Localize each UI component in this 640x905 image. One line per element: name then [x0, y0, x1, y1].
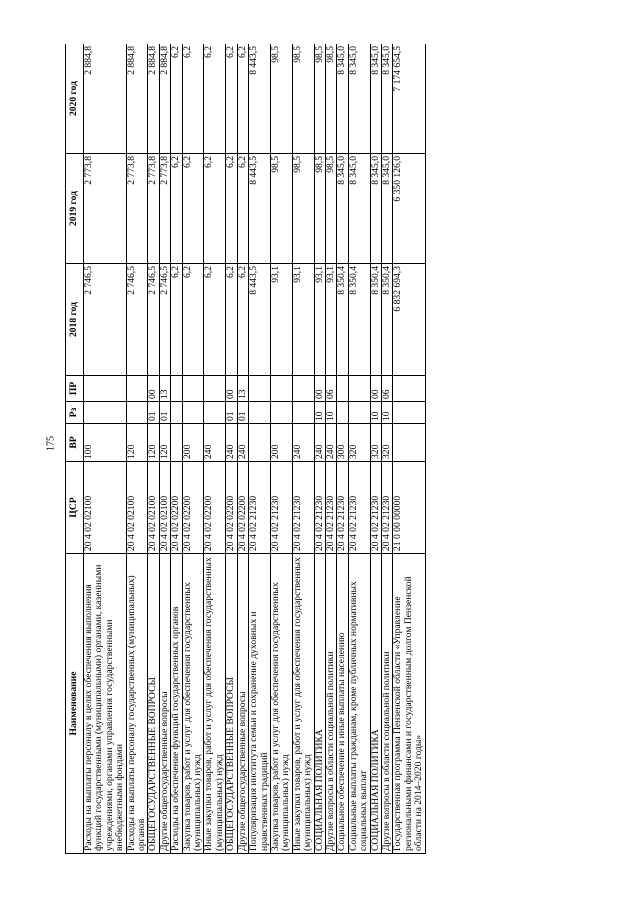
- cell-name: ОБЩЕГОСУДАРСТВЕННЫЕ ВОПРОСЫ: [148, 554, 159, 854]
- cell-y2019: 98,5: [292, 154, 314, 264]
- cell-vr: 200: [270, 424, 292, 462]
- table-row: [337, 44, 348, 854]
- cell-csr: 20 4 02 21230: [249, 462, 271, 554]
- cell-csr: 20 4 02 02100: [159, 462, 170, 554]
- cell-vr: [171, 424, 182, 462]
- cell-pr: 00: [314, 376, 325, 402]
- cell-rz: [292, 402, 314, 424]
- cell-vr: 240: [237, 424, 248, 462]
- cell-pr: 00: [148, 376, 159, 402]
- cell-name: Социальное обеспечение и иные выплаты населению: [337, 554, 348, 854]
- cell-y2018: 2 746,5: [148, 264, 159, 376]
- cell-y2018: 2 746,5: [159, 264, 170, 376]
- cell-rz: [348, 402, 370, 424]
- cell-csr: 20 4 02 21230: [270, 462, 292, 554]
- table-row: [148, 44, 159, 854]
- cell-y2019: 6,2: [237, 154, 248, 264]
- cell-rz: [270, 402, 292, 424]
- cell-pr: [393, 376, 425, 402]
- cell-y2019: 2 773,8: [159, 154, 170, 264]
- cell-rz: [204, 402, 226, 424]
- cell-rz: 01: [237, 402, 248, 424]
- table-row: [370, 44, 381, 854]
- cell-y2019: 98,5: [325, 154, 336, 264]
- cell-csr: 20 4 02 21230: [370, 462, 381, 554]
- cell-name: ОБЩЕГОСУДАРСТВЕННЫЕ ВОПРОСЫ: [226, 554, 237, 854]
- cell-vr: 240: [226, 424, 237, 462]
- cell-name: Расходы на выплаты персоналу государственных (муниципальных) органов: [126, 554, 148, 854]
- cell-y2019: 2 773,8: [148, 154, 159, 264]
- cell-y2020: 6,2: [182, 44, 204, 154]
- cell-y2020: 2 884,8: [148, 44, 159, 154]
- table-row: [171, 44, 182, 854]
- cell-pr: 06: [325, 376, 336, 402]
- cell-y2020: 98,5: [325, 44, 336, 154]
- cell-name: СОЦИАЛЬНАЯ ПОЛИТИКА: [370, 554, 381, 854]
- header-y2018: 2018 год: [66, 264, 84, 376]
- cell-y2019: 98,5: [314, 154, 325, 264]
- cell-y2019: 8 345,0: [348, 154, 370, 264]
- cell-vr: 240: [204, 424, 226, 462]
- cell-y2020: 98,5: [270, 44, 292, 154]
- cell-y2018: 6 832 694,3: [393, 264, 425, 376]
- cell-vr: [393, 424, 425, 462]
- cell-name: Популяризация института семьи и сохранение духовных и нравственных традиций: [249, 554, 271, 854]
- cell-pr: [249, 376, 271, 402]
- cell-y2018: 8 350,4: [370, 264, 381, 376]
- cell-y2019: 8 345,0: [381, 154, 392, 264]
- cell-vr: 120: [148, 424, 159, 462]
- table-row: [325, 44, 336, 854]
- cell-y2019: 6,2: [182, 154, 204, 264]
- cell-y2020: 6,2: [171, 44, 182, 154]
- cell-y2019: 6,2: [204, 154, 226, 264]
- cell-y2018: 93,1: [292, 264, 314, 376]
- cell-y2019: 98,5: [270, 154, 292, 264]
- cell-name: Другие вопросы в области социальной политики: [381, 554, 392, 854]
- table-body: [84, 44, 426, 854]
- rotated-table-container: [65, 44, 575, 854]
- cell-y2019: 6,2: [171, 154, 182, 264]
- header-y2020: 2020 год: [66, 44, 84, 154]
- cell-csr: 20 4 02 02100: [148, 462, 159, 554]
- cell-vr: 240: [314, 424, 325, 462]
- cell-y2019: 6,2: [226, 154, 237, 264]
- cell-y2020: 8 345,0: [348, 44, 370, 154]
- table-row: [270, 44, 292, 854]
- cell-csr: 20 4 02 02200: [182, 462, 204, 554]
- cell-pr: [204, 376, 226, 402]
- cell-rz: 10: [325, 402, 336, 424]
- cell-y2020: 98,5: [314, 44, 325, 154]
- cell-name: Социальные выплаты гражданам, кроме публичных нормативных социальных выплат: [348, 554, 370, 854]
- table-row: [226, 44, 237, 854]
- cell-rz: [171, 402, 182, 424]
- cell-name: Расходы на выплаты персоналу в целях обеспечения выполнения функций государственными (муниципальными) органами, казенными учреждениями, органами управления государственными внебюджетными фондами: [84, 554, 127, 854]
- cell-vr: 120: [159, 424, 170, 462]
- cell-y2020: 8 345,0: [370, 44, 381, 154]
- cell-y2020: 98,5: [292, 44, 314, 154]
- cell-vr: 240: [325, 424, 336, 462]
- cell-vr: 100: [84, 424, 127, 462]
- cell-pr: [171, 376, 182, 402]
- cell-y2020: 8 345,0: [337, 44, 348, 154]
- header-rz: Рз: [66, 402, 84, 424]
- cell-y2020: 2 884,8: [126, 44, 148, 154]
- cell-pr: [84, 376, 127, 402]
- cell-y2018: 8 443,5: [249, 264, 271, 376]
- cell-csr: 20 4 02 21230: [314, 462, 325, 554]
- cell-pr: [126, 376, 148, 402]
- table-row: [249, 44, 271, 854]
- cell-rz: 01: [159, 402, 170, 424]
- cell-vr: 300: [337, 424, 348, 462]
- cell-y2018: 93,1: [325, 264, 336, 376]
- cell-csr: 20 4 02 21230: [348, 462, 370, 554]
- table-row: [237, 44, 248, 854]
- cell-y2018: 8 350,4: [381, 264, 392, 376]
- cell-rz: 10: [314, 402, 325, 424]
- cell-rz: [84, 402, 127, 424]
- table-row: [204, 44, 226, 854]
- page-number: 175: [45, 436, 57, 451]
- cell-csr: 20 4 02 02200: [171, 462, 182, 554]
- header-pr: ПР: [66, 376, 84, 402]
- cell-name: Другие общегосударственные вопросы: [159, 554, 170, 854]
- cell-y2020: 7 174 654,5: [393, 44, 425, 154]
- cell-y2018: 6,2: [182, 264, 204, 376]
- cell-rz: 01: [226, 402, 237, 424]
- cell-csr: 20 4 02 21230: [381, 462, 392, 554]
- cell-y2020: 6,2: [226, 44, 237, 154]
- cell-y2020: 6,2: [204, 44, 226, 154]
- cell-name: СОЦИАЛЬНАЯ ПОЛИТИКА: [314, 554, 325, 854]
- cell-vr: 120: [126, 424, 148, 462]
- cell-rz: [393, 402, 425, 424]
- cell-pr: [292, 376, 314, 402]
- cell-y2018: 2 746,5: [126, 264, 148, 376]
- header-y2019: 2019 год: [66, 154, 84, 264]
- cell-csr: 20 4 02 02200: [226, 462, 237, 554]
- table-viewport: [65, 44, 575, 854]
- cell-rz: 10: [381, 402, 392, 424]
- cell-name: Другие общегосударственные вопросы: [237, 554, 248, 854]
- cell-y2020: 2 884,8: [84, 44, 127, 154]
- cell-y2020: 8 443,5: [249, 44, 271, 154]
- table-row: [381, 44, 392, 854]
- cell-csr: 20 4 02 02100: [84, 462, 127, 554]
- cell-pr: 00: [226, 376, 237, 402]
- cell-pr: 00: [370, 376, 381, 402]
- cell-y2018: 6,2: [237, 264, 248, 376]
- cell-pr: [270, 376, 292, 402]
- cell-vr: 240: [292, 424, 314, 462]
- cell-vr: 200: [182, 424, 204, 462]
- cell-csr: 20 4 02 21230: [325, 462, 336, 554]
- table-row: [292, 44, 314, 854]
- cell-rz: [126, 402, 148, 424]
- cell-rz: 01: [148, 402, 159, 424]
- cell-pr: 06: [381, 376, 392, 402]
- cell-y2019: 2 773,8: [84, 154, 127, 264]
- cell-csr: 20 4 02 02100: [126, 462, 148, 554]
- cell-name: Другие вопросы в области социальной политики: [325, 554, 336, 854]
- cell-y2019: 8 443,5: [249, 154, 271, 264]
- cell-pr: 13: [159, 376, 170, 402]
- cell-y2019: 6 350 126,0: [393, 154, 425, 264]
- table-row: [314, 44, 325, 854]
- cell-vr: 320: [381, 424, 392, 462]
- cell-name: Иные закупки товаров, работ и услуг для обеспечения государственных (муниципальных) нужд: [292, 554, 314, 854]
- cell-rz: 10: [370, 402, 381, 424]
- cell-pr: [337, 376, 348, 402]
- cell-y2019: 8 345,0: [337, 154, 348, 264]
- cell-rz: [182, 402, 204, 424]
- cell-rz: [337, 402, 348, 424]
- cell-pr: [182, 376, 204, 402]
- cell-y2018: 93,1: [314, 264, 325, 376]
- table-row: [393, 44, 425, 854]
- cell-y2018: 8 350,4: [348, 264, 370, 376]
- cell-y2018: 8 350,4: [337, 264, 348, 376]
- cell-csr: 20 4 02 21230: [292, 462, 314, 554]
- cell-name: Расходы на обеспечение функций государственных органов: [171, 554, 182, 854]
- cell-name: Закупка товаров, работ и услуг для обеспечения государственных (муниципальных) нужд: [270, 554, 292, 854]
- cell-y2020: 6,2: [237, 44, 248, 154]
- cell-y2018: 6,2: [171, 264, 182, 376]
- cell-y2018: 2 746,5: [84, 264, 127, 376]
- table-row: [126, 44, 148, 854]
- header-csr: ЦСР: [66, 462, 84, 554]
- header-name: Наименование: [66, 554, 84, 854]
- table-row: [182, 44, 204, 854]
- cell-y2018: 93,1: [270, 264, 292, 376]
- cell-y2018: 6,2: [204, 264, 226, 376]
- table-row: [348, 44, 370, 854]
- cell-csr: 20 4 02 02200: [237, 462, 248, 554]
- cell-vr: 320: [370, 424, 381, 462]
- cell-name: Иные закупки товаров, работ и услуг для обеспечения государственных (муниципальных) нужд: [204, 554, 226, 854]
- cell-y2020: 2 884,8: [159, 44, 170, 154]
- cell-csr: 21 0 00 00000: [393, 462, 425, 554]
- cell-pr: [348, 376, 370, 402]
- cell-y2019: 8 345,0: [370, 154, 381, 264]
- table-row: [159, 44, 170, 854]
- cell-csr: 20 4 02 21230: [337, 462, 348, 554]
- header-vr: ВР: [66, 424, 84, 462]
- cell-csr: 20 4 02 02200: [204, 462, 226, 554]
- cell-vr: [249, 424, 271, 462]
- cell-name: Государственная программа Пензенской области «Управление региональными финансами и государственным долгом Пензенской области на 2014–2020 годы»: [393, 554, 425, 854]
- cell-y2018: 6,2: [226, 264, 237, 376]
- cell-rz: [249, 402, 271, 424]
- cell-pr: 13: [237, 376, 248, 402]
- table-row: [84, 44, 127, 854]
- budget-table: [65, 44, 426, 854]
- table-header-row: [66, 44, 84, 854]
- cell-vr: 320: [348, 424, 370, 462]
- cell-y2019: 2 773,8: [126, 154, 148, 264]
- cell-y2020: 8 345,0: [381, 44, 392, 154]
- cell-name: Закупка товаров, работ и услуг для обеспечения государственных (муниципальных) нужд: [182, 554, 204, 854]
